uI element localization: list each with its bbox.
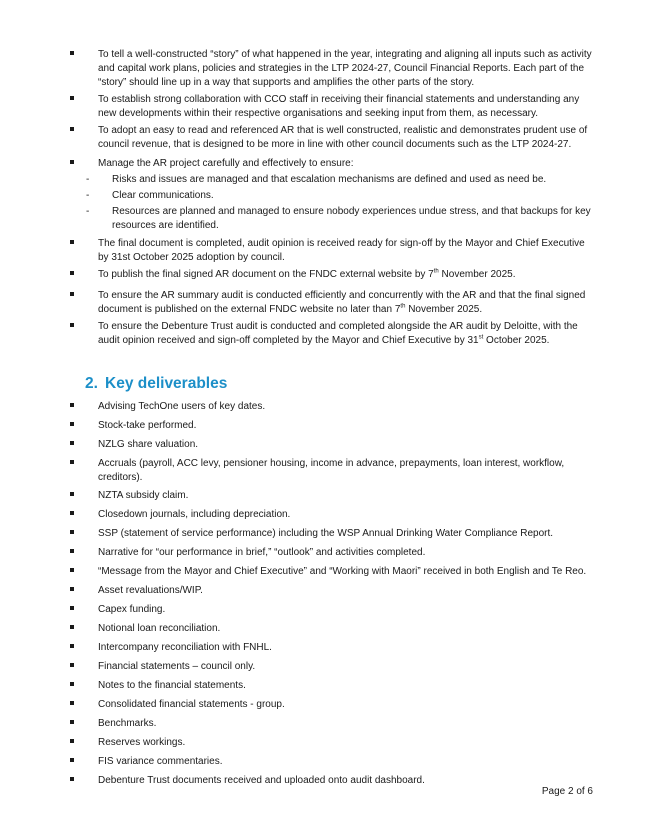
deliverable-item <box>70 584 595 598</box>
deliverable-item <box>70 546 595 560</box>
bullet-icon <box>70 625 74 629</box>
bullet-icon <box>70 422 74 426</box>
bullet-icon <box>70 271 74 275</box>
list-item: Manage the AR project carefully and effectively to ensure: <box>70 157 595 171</box>
bullet-icon <box>70 492 74 496</box>
bullet-icon <box>70 682 74 686</box>
deliverable-text: Advising TechOne users of key dates. <box>98 401 266 412</box>
deliverable-text: Asset revaluations/WIP. <box>98 585 203 596</box>
deliverable-text: Notes to the financial statements. <box>98 680 246 691</box>
deliverable-item <box>70 622 595 636</box>
bullet-icon <box>70 160 74 164</box>
dash-icon: - <box>86 190 90 201</box>
deliverable-text: Debenture Trust documents received and uploaded onto audit dashboard. <box>98 775 425 786</box>
deliverable-item <box>70 603 595 617</box>
dash-icon: - <box>86 206 90 217</box>
bullet-icon <box>70 739 74 743</box>
deliverable-text: Narrative for “our performance in brief,” “outlook” and activities completed. <box>98 547 426 558</box>
bullet-icon <box>70 127 74 131</box>
deliverable-text: Benchmarks. <box>98 718 157 729</box>
list-item: To ensure the Debenture Trust audit is conducted and completed alongside the AR audit by Deloitte, with the audit opinion received and sign-off completed by the Mayor and Chief Executive by 31st October 2025. <box>70 320 595 348</box>
bullet-icon <box>70 51 74 55</box>
deliverable-item <box>70 679 595 693</box>
bullet-icon <box>70 460 74 464</box>
bullet-icon <box>70 96 74 100</box>
bullet-icon <box>70 323 74 327</box>
bullet-icon <box>70 441 74 445</box>
list-item: To ensure the AR summary audit is conducted efficiently and concurrently with the AR and that the final signed document is published on the external FNDC website no later than 7th November 2025. <box>70 289 595 317</box>
section-number: 2. <box>85 375 98 392</box>
deliverable-text: NZLG share valuation. <box>98 439 199 450</box>
sub-list-item: - Resources are planned and managed to ensure nobody experiences undue stress, and that backups for key resources are identified. <box>86 206 591 231</box>
bullet-icon <box>70 549 74 553</box>
deliverable-text: Financial statements – council only. <box>98 661 256 672</box>
bullet-icon <box>70 568 74 572</box>
deliverable-item <box>70 565 595 579</box>
deliverable-item <box>70 755 595 769</box>
deliverable-item <box>70 698 595 712</box>
bullet-icon <box>70 644 74 648</box>
list-item: To establish strong collaboration with CCO staff in receiving their financial statements and understanding any new developments within their respective organisations and seeking input from them, as necessary. <box>70 93 595 121</box>
dash-icon: - <box>86 174 90 185</box>
bullet-icon <box>70 606 74 610</box>
deliverable-item <box>70 489 595 503</box>
section-heading <box>85 375 227 393</box>
page-number: Page 2 of 6 <box>541 786 593 797</box>
bullet-icon <box>70 663 74 667</box>
section-title: Key deliverables <box>105 375 228 392</box>
deliverable-item <box>70 717 595 731</box>
deliverable-text: Accruals (payroll, ACC levy, pensioner housing, income in advance, prepayments, loan interest, workflow, creditors). <box>98 458 565 483</box>
deliverable-item <box>70 457 595 485</box>
bullet-icon <box>70 530 74 534</box>
deliverable-text: Consolidated financial statements - group. <box>98 699 285 710</box>
deliverable-text: “Message from the Mayor and Chief Executive” and “Working with Maori” received in both English and Te Reo. <box>98 566 587 577</box>
deliverable-item <box>70 438 595 452</box>
bullet-icon <box>70 240 74 244</box>
deliverable-item <box>70 527 595 541</box>
deliverable-text: Closedown journals, including depreciation. <box>98 509 291 520</box>
list-item: The final document is completed, audit opinion is received ready for sign-off by the Mayor and Chief Executive by 31st October 2025 adoption by council. <box>70 237 595 265</box>
bullet-icon <box>70 758 74 762</box>
sub-list-item: - Risks and issues are managed and that escalation mechanisms are defined and used as need be. <box>86 174 547 185</box>
deliverable-item <box>70 419 595 433</box>
deliverable-item <box>70 400 595 414</box>
deliverable-item <box>70 508 595 522</box>
sub-list-item: - Clear communications. <box>86 190 214 201</box>
deliverable-text: Capex funding. <box>98 604 166 615</box>
list-item: To tell a well-constructed “story” of what happened in the year, integrating and aligning all inputs such as activity and capital work plans, policies and strategies in the LTP 2024-27, Council Financial Reports. Each part of the “story” should line up in a way that supports and amplifies the other parts of the story. <box>70 48 595 90</box>
deliverable-text: NZTA subsidy claim. <box>98 490 189 501</box>
bullet-icon <box>70 511 74 515</box>
deliverable-text: SSP (statement of service performance) including the WSP Annual Drinking Water Compliance Report. <box>98 528 554 539</box>
list-item: To adopt an easy to read and referenced AR that is well constructed, realistic and demonstrates prudent use of council revenue, that is designed to be more in line with other council documents such as the LTP 2024-27. <box>70 124 595 152</box>
deliverable-item <box>70 641 595 655</box>
deliverable-text: Reserves workings. <box>98 737 186 748</box>
bullet-icon <box>70 701 74 705</box>
deliverable-item <box>70 736 595 750</box>
bullet-icon <box>70 587 74 591</box>
deliverable-text: Intercompany reconciliation with FNHL. <box>98 642 272 653</box>
bullet-icon <box>70 777 74 781</box>
deliverable-item <box>70 660 595 674</box>
deliverable-item <box>70 774 595 788</box>
deliverable-text: Stock-take performed. <box>98 420 197 431</box>
deliverable-text: Notional loan reconciliation. <box>98 623 221 634</box>
bullet-icon <box>70 720 74 724</box>
bullet-icon <box>70 403 74 407</box>
deliverable-text: FIS variance commentaries. <box>98 756 223 767</box>
list-item: To publish the final signed AR document on the FNDC external website by 7th November 2025. <box>70 268 595 282</box>
bullet-icon <box>70 292 74 296</box>
